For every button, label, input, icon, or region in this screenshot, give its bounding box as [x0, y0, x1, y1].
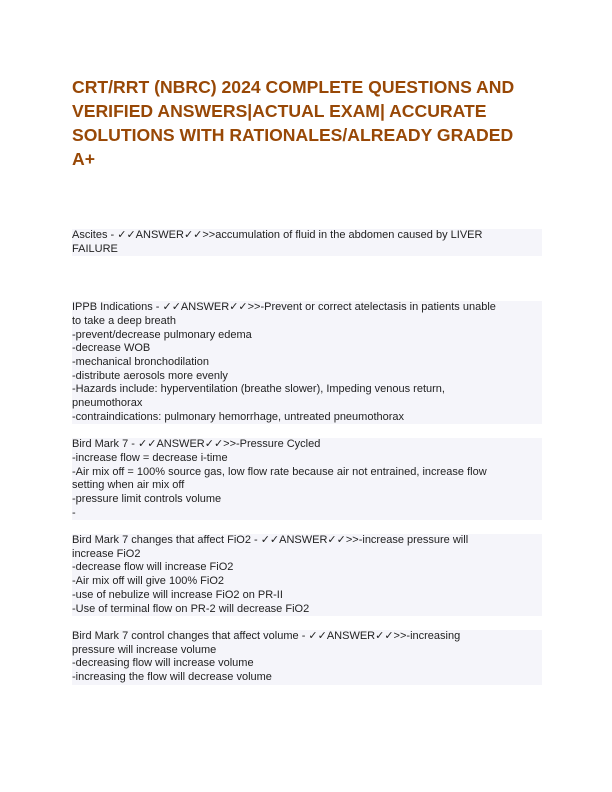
entry-line: Bird Mark 7 changes that affect FiO2 - ✓✓ANSWER✓✓>>-increase pressure will: [72, 534, 542, 548]
entry-line: -pressure limit controls volume: [72, 493, 542, 507]
entry-line: Bird Mark 7 - ✓✓ANSWER✓✓>>-Pressure Cycled: [72, 438, 542, 452]
spacer: [72, 287, 542, 301]
entry-line: -mechanical bronchodilation: [72, 356, 542, 370]
entry-line: pressure will increase volume: [72, 644, 542, 658]
qa-entry-ascites: [72, 229, 542, 256]
entry-line: -decrease flow will increase FiO2: [72, 561, 542, 575]
qa-entry-bird-mark-7-volume: [72, 630, 542, 685]
entry-line: -Air mix off = 100% source gas, low flow rate because air not entrained, increase flow: [72, 466, 542, 480]
title-line: VERIFIED ANSWERS|ACTUAL EXAM| ACCURATE: [72, 101, 487, 121]
entry-line: -increase flow = decrease i-time: [72, 452, 542, 466]
entry-line: to take a deep breath: [72, 315, 542, 329]
qa-entry-bird-mark-7: [72, 438, 542, 520]
qa-entry-bird-mark-7-fio2: [72, 534, 542, 616]
title-line: A+: [72, 149, 95, 169]
entry-line: -use of nebulize will increase FiO2 on PR-II: [72, 589, 542, 603]
entry-line: FAILURE: [72, 243, 542, 257]
qa-entry-ippb-indications: [72, 301, 542, 424]
title-line: SOLUTIONS WITH RATIONALES/ALREADY GRADED: [72, 125, 514, 145]
entry-line: -distribute aerosols more evenly: [72, 370, 542, 384]
entry-line: -Use of terminal flow on PR-2 will decrease FiO2: [72, 603, 542, 617]
spacer: [72, 256, 542, 287]
spacer: [72, 616, 542, 630]
entry-line: increase FiO2: [72, 548, 542, 562]
entry-line: Ascites - ✓✓ANSWER✓✓>>accumulation of fluid in the abdomen caused by LIVER: [72, 229, 542, 243]
entry-line: IPPB Indications - ✓✓ANSWER✓✓>>-Prevent or correct atelectasis in patients unable: [72, 301, 542, 315]
entry-line: -contraindications: pulmonary hemorrhage, untreated pneumothorax: [72, 411, 542, 425]
document-title: [72, 75, 542, 171]
entry-line: -increasing the flow will decrease volume: [72, 671, 542, 685]
spacer: [72, 520, 542, 534]
entry-line: -Air mix off will give 100% FiO2: [72, 575, 542, 589]
entry-line: setting when air mix off: [72, 479, 542, 493]
entry-line: -: [72, 507, 542, 521]
title-line: CRT/RRT (NBRC) 2024 COMPLETE QUESTIONS AND: [72, 77, 515, 97]
entry-line: Bird Mark 7 control changes that affect volume - ✓✓ANSWER✓✓>>-increasing: [72, 630, 542, 644]
entry-line: pneumothorax: [72, 397, 542, 411]
entry-line: -Hazards include: hyperventilation (breathe slower), Impeding venous return,: [72, 383, 542, 397]
entry-line: -decreasing flow will increase volume: [72, 657, 542, 671]
entry-line: -prevent/decrease pulmonary edema: [72, 329, 542, 343]
entry-line: -decrease WOB: [72, 342, 542, 356]
spacer: [72, 424, 542, 438]
document-body: [72, 229, 542, 685]
